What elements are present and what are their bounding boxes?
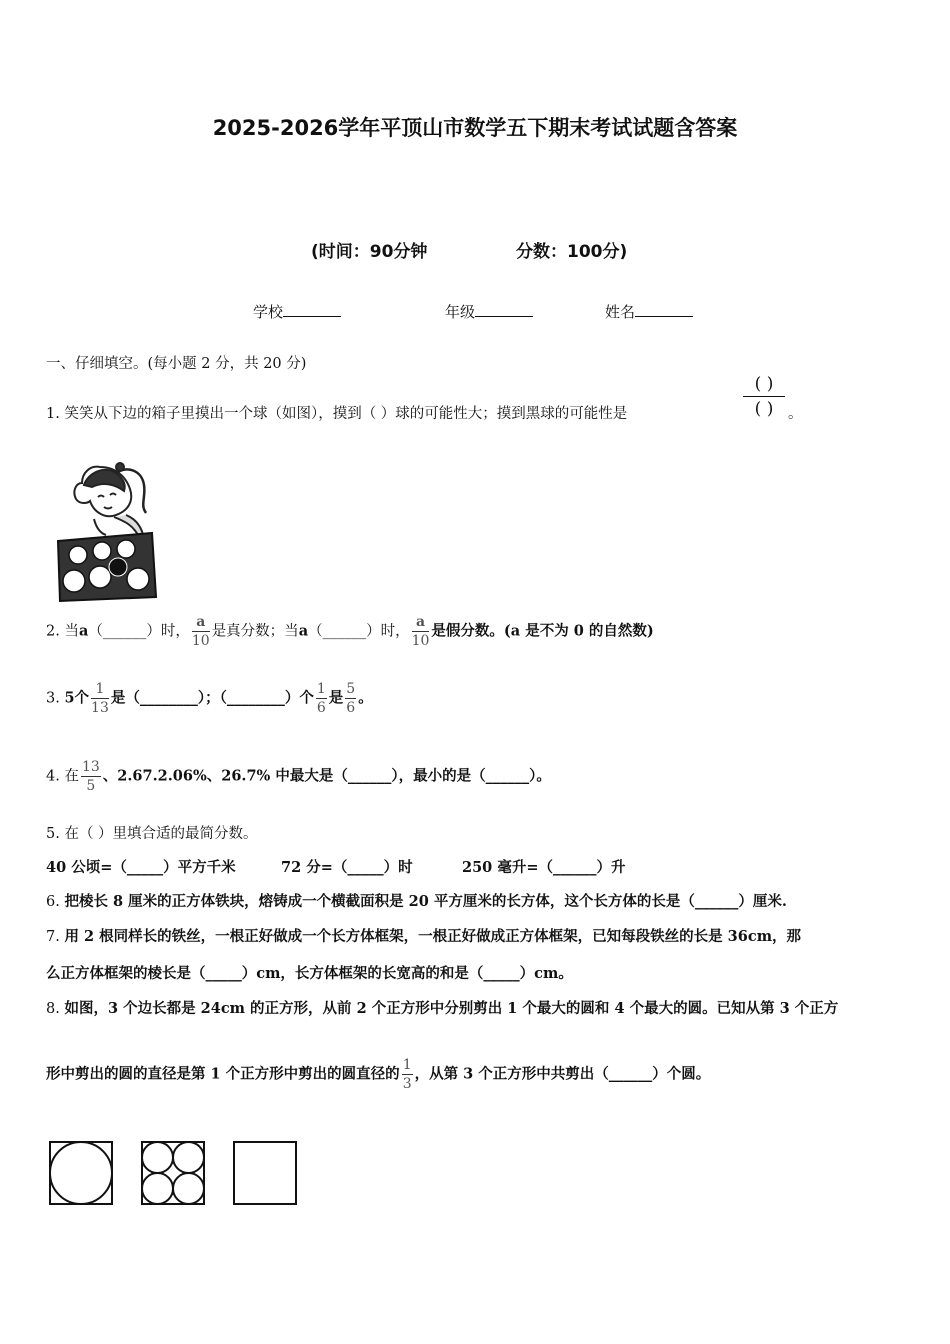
square-3-empty bbox=[234, 1142, 296, 1204]
q1-end: 。 bbox=[788, 406, 803, 422]
q3-f3-num: 5 bbox=[346, 681, 356, 697]
q3-part3: 是 bbox=[328, 689, 344, 707]
grade-blank[interactable] bbox=[475, 302, 533, 317]
q2-part4: （______）时， bbox=[308, 623, 410, 640]
document-title: 2025-2026学年平顶山市数学五下期末考试试题含答案 bbox=[212, 116, 738, 140]
q2-var-a2: a bbox=[298, 622, 309, 640]
q2-f1-den: 10 bbox=[191, 633, 210, 649]
school-label: 学校 bbox=[253, 303, 284, 321]
q7-number: 7. bbox=[46, 929, 60, 945]
q4-fraction bbox=[81, 760, 101, 793]
squares-figure bbox=[46, 1138, 302, 1210]
question-2 bbox=[46, 615, 654, 648]
q2-f2-den: 10 bbox=[411, 633, 430, 649]
q7-line1: 用 2 根同样长的铁丝，一根正好做成一个长方体框架，一根正好做成正方体框架，已知每段铁丝的长是 36cm，那 bbox=[64, 928, 802, 945]
name-field[interactable] bbox=[605, 301, 693, 322]
q3-fraction-3 bbox=[345, 682, 356, 715]
q4-part2: 、2.67.2.06%、26.7% 中最大是（______），最小的是（______）。 bbox=[102, 767, 551, 785]
q7-line2: 么正方体框架的棱长是（_____）cm，长方体框架的长宽高的和是（_____）cm。 bbox=[46, 965, 573, 982]
q2-number: 2. bbox=[46, 623, 60, 640]
q3-part4: 。 bbox=[358, 689, 373, 707]
q8-line2b: ，从第 3 个正方形中共剪出（______）个圆。 bbox=[414, 1065, 711, 1083]
q8-line2 bbox=[46, 1058, 710, 1091]
q5-item-a: 40 公顷=（_____）平方千米 bbox=[46, 859, 236, 876]
q2-fraction-2 bbox=[412, 615, 430, 648]
q2-f1-num: a bbox=[192, 615, 210, 632]
q8-number: 8. bbox=[46, 1001, 60, 1017]
school-blank[interactable] bbox=[283, 302, 341, 317]
q5-text: 在（ ）里填合适的最简分数。 bbox=[64, 826, 258, 842]
q5-number: 5. bbox=[46, 826, 60, 842]
q2-var-a1: a bbox=[78, 622, 89, 640]
q2-part3: 是真分数；当 bbox=[211, 623, 299, 640]
girl-with-box-illustration bbox=[54, 455, 160, 603]
q1-fraction-blank[interactable] bbox=[743, 374, 785, 419]
q1-frac-bottom: ( ) bbox=[743, 396, 785, 419]
q1-frac-top: ( ) bbox=[754, 374, 774, 394]
q3-f2-den: 6 bbox=[316, 700, 326, 716]
ball-box-icon bbox=[58, 533, 156, 601]
question-4 bbox=[46, 760, 551, 793]
q8-f-num: 1 bbox=[402, 1057, 412, 1073]
q3-f1-num: 1 bbox=[91, 682, 109, 699]
square-1-one-circle bbox=[50, 1142, 112, 1204]
exam-time: (时间：90分钟 bbox=[311, 242, 428, 262]
q8-line1: 如图，3 个边长都是 24cm 的正方形，从前 2 个正方形中分别剪出 1 个最大的圆和 4 个最大的圆。已知从第 3 个正方 bbox=[64, 1000, 839, 1017]
q5-item-b: 72 分=（_____）时 bbox=[281, 859, 413, 876]
question-5 bbox=[46, 822, 258, 843]
question-6 bbox=[46, 890, 787, 911]
q3-f2-num: 1 bbox=[316, 681, 326, 697]
q4-f-den: 5 bbox=[86, 778, 96, 794]
q8-f-den: 3 bbox=[402, 1076, 412, 1092]
school-field[interactable] bbox=[253, 301, 341, 322]
q5-item-c: 250 毫升=（______）升 bbox=[462, 859, 626, 876]
question-3 bbox=[46, 682, 373, 715]
grade-field[interactable] bbox=[445, 301, 533, 322]
q8-fraction bbox=[402, 1058, 413, 1091]
grade-label: 年级 bbox=[445, 303, 476, 321]
q2-fraction-1 bbox=[192, 615, 210, 648]
q2-part5: 是假分数。(a 是不为 0 的自然数) bbox=[431, 622, 654, 640]
q2-part2: （______）时， bbox=[88, 623, 190, 640]
q3-fraction-1 bbox=[91, 682, 109, 715]
name-label: 姓名 bbox=[605, 303, 636, 321]
q8-line2a: 形中剪出的圆的直径是第 1 个正方形中剪出的圆直径的 bbox=[46, 1065, 400, 1083]
name-blank[interactable] bbox=[635, 302, 693, 317]
q6-number: 6. bbox=[46, 894, 60, 910]
question-7 bbox=[46, 925, 801, 946]
q4-f-num: 13 bbox=[81, 759, 100, 775]
q3-number: 3. bbox=[46, 690, 60, 707]
q6-text: 把棱长 8 厘米的正方体铁块，熔铸成一个横截面积是 20 平方厘米的长方体，这个长方体的长是（______）厘米. bbox=[64, 893, 787, 910]
square-2-four-circles bbox=[142, 1142, 204, 1204]
q1-text: 笑笑从下边的箱子里摸出一个球（如图），摸到（ ）球的可能性大；摸到黑球的可能性是 bbox=[64, 406, 628, 422]
q1-number: 1. bbox=[46, 406, 60, 422]
q3-f1-den: 13 bbox=[91, 700, 109, 716]
question-8 bbox=[46, 997, 838, 1018]
q3-part1: 5个 bbox=[64, 689, 90, 707]
q3-part2: 是（________）；（________）个 bbox=[110, 689, 314, 707]
girl-icon bbox=[74, 463, 146, 539]
q3-fraction-2 bbox=[316, 682, 327, 715]
q4-number: 4. bbox=[46, 768, 60, 785]
q3-f3-den: 6 bbox=[346, 700, 356, 716]
q2-part1: 当 bbox=[64, 623, 79, 640]
exam-score: 分数：100分) bbox=[516, 242, 628, 262]
q4-part1: 在 bbox=[64, 768, 79, 785]
q2-f2-num: a bbox=[412, 615, 430, 632]
question-1 bbox=[46, 402, 627, 423]
section-heading: 一、仔细填空。(每小题 2 分，共 20 分) bbox=[46, 356, 307, 372]
